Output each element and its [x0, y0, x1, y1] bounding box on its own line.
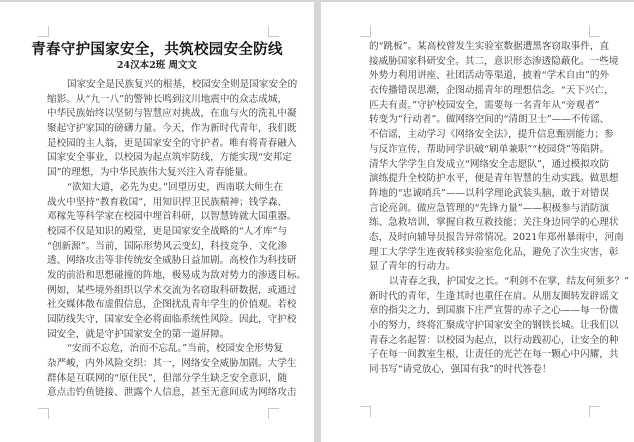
text-line: 新时代的青年，生逢其时也重任在肩。从朋友圈转发辟谣文: [369, 290, 619, 302]
text-line: 聚起守护家国的磅礴力量。今天，作为新时代青年，我们既: [47, 123, 297, 135]
page-2-body: [369, 40, 630, 378]
page-2: [321, 2, 634, 442]
crop-mark: [268, 26, 279, 37]
text-line: 例如，某些境外组织以学术交流为名窃取科研数据，或通过: [47, 284, 297, 296]
text-line: 言论亮剑。做应急管理的“先锋力量”——积极参与消防演: [369, 202, 610, 214]
text-line: 发的前沿和思想碰撞的阵地，极易成为敌对势力的渗透目标。: [47, 269, 307, 281]
crop-mark: [38, 26, 49, 37]
text-line: 清华大学学生自发成立“网络安全志愿队”，通过模拟攻防: [369, 158, 610, 170]
text-line: 邓稼先等科学家在校园中埋首科研，以智慧铸就大国重器。: [47, 211, 297, 223]
text-line: 是校园的主人翁，更是国家安全的守护者。唯有将青春融入: [47, 137, 297, 149]
paragraph: [47, 342, 297, 401]
text-line: 透、网络攻击等非传统安全威胁日益加剧。高校作为科技研: [47, 255, 297, 267]
text-line: 演练提升全校防护水平，便是青年智慧的生动实践。做思想: [369, 173, 619, 185]
text-line: 国家安全事业，以校园为起点筑牢防线，方能实现“安邦定: [47, 152, 292, 164]
crop-mark: [268, 408, 279, 419]
crop-mark: [360, 406, 371, 417]
text-line: 不信谣，主动学习《网络安全法》，提升信息甄别能力；参: [369, 129, 614, 141]
text-line: 显了青年的行动力。: [369, 261, 456, 273]
crop-mark: [38, 408, 49, 419]
document-title: 青春守护国家安全，共筑校园安全防线: [31, 41, 283, 58]
text-line: 园防线失守，国家安全必将面临系统性风险。因此，守护校: [47, 314, 297, 325]
text-line: 练、急救培训，掌握自救互救技能；关注身边同学的心理状: [369, 217, 619, 229]
text-line: 外势力利用讲座、社团活动等渠道，披着“学术自由”的外: [369, 70, 610, 82]
text-line: 接威胁国家科研安全。其二，意识形态渗透隐蔽化。一些境: [369, 55, 619, 67]
crop-mark: [589, 406, 600, 417]
paragraph: [369, 40, 624, 275]
page-1: [0, 2, 314, 442]
text-line: 战火中坚持“教育救国”，用知识捍卫民族精神；钱学森、: [47, 196, 288, 208]
text-line: 匹夫有责。”守护校园安全，需要每一名青年从“旁观者”: [369, 99, 600, 111]
text-line: 态，及时向辅导员报告异常情况。2021年郑州暴雨中，河南: [369, 231, 624, 243]
text-line: 青春之名起誓：以校园为起点，以行动践初心，让安全的种: [369, 334, 619, 346]
page-1-body: [47, 78, 307, 401]
paragraph: [47, 181, 307, 343]
text-line: 国家安全是民族复兴的根基，校园安全则是国家安全的: [67, 79, 298, 90]
text-line: 阵地的“忠诚哨兵”——以科学理论武装头脑，敢于对错误: [369, 187, 610, 199]
text-line: 转变为“行动者”。做网络空间的“清朗卫士”——不传谣、: [369, 114, 610, 126]
text-line: 缩影。从“九一八”的警钟长鸣到汶川地震中的众志成城，: [47, 93, 288, 105]
crop-mark: [360, 26, 371, 37]
text-line: 的“跳板”。某高校曾发生实验室数据遭黑客窃取事件，直: [369, 41, 610, 52]
text-line: 园安全，就是守护国家安全的第一道屏障。: [47, 328, 230, 340]
text-line: 衣传播错误思潮，企图动摇青年的理想信念。“天下兴亡，: [369, 85, 614, 97]
text-line: 子在每一间教室生根，让责任的光芒在每一颗心中闪耀，共: [369, 349, 619, 361]
text-line: “创新源”。当前，国际形势风云变幻，科技竞争、文化渗: [47, 240, 288, 252]
text-line: 同书写“请党放心，强国有我”的时代答卷！: [369, 364, 552, 376]
paragraph: [47, 78, 298, 181]
text-line: 以青春之我，护国安之长。“利剑不在掌，结友何须多？”: [389, 276, 630, 287]
text-line: 理工大学学生连夜转移实验室危化品，避免了次生灾害，彰: [369, 246, 619, 258]
crop-mark: [589, 26, 600, 37]
text-line: 国”的理想，为中华民族伟大复兴注入青春能量。: [47, 167, 254, 179]
text-line: 校园不仅是知识的殿堂，更是国家安全战略的“人才库”与: [47, 225, 288, 237]
text-line: 中华民族始终以坚韧与智慧应对挑战，在血与火的洗礼中凝: [47, 108, 297, 120]
text-line: 意点击钓鱼链接、泄露个人信息，甚至无意间成为网络攻击: [47, 387, 297, 399]
text-line: 杂严峻，内外风险交织：其一，网络安全威胁加剧。大学生: [47, 358, 297, 370]
text-line: 社交媒体散布虚假信息，企图扰乱青年学生的价值观。若校: [47, 299, 297, 311]
text-line: 章的指尖之力，到国旗下庄严宣誓的赤子之心——每一份微: [369, 305, 619, 317]
paragraph: [369, 275, 630, 378]
text-line: 群体是互联网的“原住民”，但部分学生缺乏安全意识，随: [47, 372, 288, 384]
text-line: 与反诈宣传，帮助同学识破“刷单兼职”“校园贷”等陷阱。: [369, 143, 610, 155]
text-line: “安而不忘危，治而不忘乱。”当前，校园安全形势复: [67, 343, 284, 355]
text-line: 小的努力，终将汇聚成守护国家安全的钢铁长城。让我们以: [369, 320, 619, 332]
text-line: “欲知大道，必先为史。”回望历史，西南联大师生在: [67, 181, 284, 193]
document-author: 24汉本2班 周文文: [116, 60, 198, 71]
